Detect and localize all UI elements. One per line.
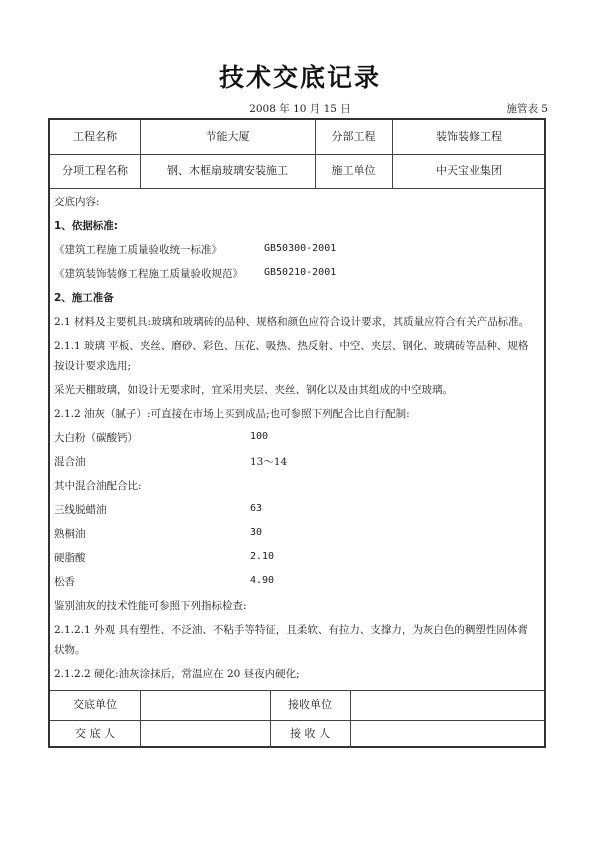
paragraph: 鉴别油灰的技术性能可参照下列指标检查: bbox=[54, 600, 247, 612]
section-heading: 2、施工准备 bbox=[54, 292, 114, 304]
project-name-value: 节能大厦 bbox=[205, 130, 250, 143]
oil-item-value: 63 bbox=[250, 503, 263, 514]
division-value: 装饰装修工程 bbox=[436, 130, 502, 143]
paragraph: 2.1.1 玻璃 平板、夹丝、磨砂、彩色、压花、吸热、热反射、中空、夹层、钢化、玻璃砖等品种、规格 bbox=[54, 340, 529, 352]
oil-item-name: 松香 bbox=[54, 576, 75, 588]
handover-unit-label: 交底单位 bbox=[73, 698, 117, 711]
receive-person-label: 接 收 人 bbox=[290, 727, 330, 740]
paragraph: 其中混合油配合比: bbox=[54, 480, 142, 492]
content-intro: 交底内容: bbox=[54, 196, 100, 208]
mix-item-value: 100 bbox=[250, 431, 269, 442]
subitem-label: 分项工程名称 bbox=[62, 164, 128, 177]
divider bbox=[50, 690, 544, 691]
oil-item-value: 4.90 bbox=[250, 575, 275, 586]
form-number: 施管表 5 bbox=[506, 103, 548, 115]
project-name-label: 工程名称 bbox=[73, 130, 117, 143]
record-date: 2008 年 10 月 15 日 bbox=[249, 103, 351, 115]
paragraph: 采光天棚玻璃，如设计无要求时，宜采用夹层、夹丝、钢化以及由其组成的中空玻璃。 bbox=[54, 384, 453, 396]
oil-item-value: 30 bbox=[250, 527, 263, 538]
standard-code: GB50300-2001 bbox=[264, 243, 337, 254]
mix-item-value: 13～14 bbox=[250, 456, 288, 468]
divider bbox=[350, 690, 351, 748]
divider bbox=[140, 690, 141, 748]
subitem-value: 钢、木框扇玻璃安装施工 bbox=[167, 164, 288, 177]
unit-value: 中天宝业集团 bbox=[436, 164, 502, 177]
divider bbox=[50, 720, 544, 721]
mix-item-name: 大白粉（碳酸钙） bbox=[54, 432, 138, 444]
oil-item-name: 三线脱蜡油 bbox=[54, 504, 107, 516]
divider bbox=[50, 154, 544, 155]
section-heading: 1、依据标准: bbox=[54, 220, 119, 232]
oil-item-value: 2.10 bbox=[250, 551, 275, 562]
handover-person-label: 交 底 人 bbox=[75, 727, 115, 740]
divider bbox=[50, 188, 544, 189]
paragraph: 2.1 材料及主要机具:玻璃和玻璃砖的品种、规格和颜色应符合设计要求，其质量应符合有关产品标准。 bbox=[54, 316, 530, 328]
paragraph: 2.1.2 油灰（腻子）:可直接在市场上买到成品;也可参照下列配合比自行配制: bbox=[54, 408, 410, 420]
standard-name: 《建筑装饰装修工程施工质量验收规范》 bbox=[54, 268, 243, 280]
mix-item-name: 混合油 bbox=[54, 456, 86, 468]
oil-item-name: 熟桐油 bbox=[54, 528, 86, 540]
paragraph: 状物。 bbox=[54, 644, 86, 656]
paragraph: 2.1.2.1 外观 具有塑性、不泛油、不粘手等特征，且柔软、有拉力、支撑力，为灰白色的稠塑性固体膏 bbox=[54, 624, 528, 636]
oil-item-name: 硬脂酸 bbox=[54, 552, 86, 564]
standard-code: GB50210-2001 bbox=[264, 267, 337, 278]
receive-unit-label: 接收单位 bbox=[288, 698, 332, 711]
standard-name: 《建筑工程施工质量验收统一标准》 bbox=[54, 244, 222, 256]
division-label: 分部工程 bbox=[331, 130, 376, 143]
paragraph: 按设计要求选用; bbox=[54, 360, 132, 372]
document-title: 技术交底记录 bbox=[218, 63, 381, 92]
unit-label: 施工单位 bbox=[331, 164, 376, 177]
paragraph: 2.1.2.2 硬化:油灰涂抹后，常温应在 20 昼夜内硬化; bbox=[54, 668, 300, 680]
record-sheet bbox=[48, 118, 546, 748]
